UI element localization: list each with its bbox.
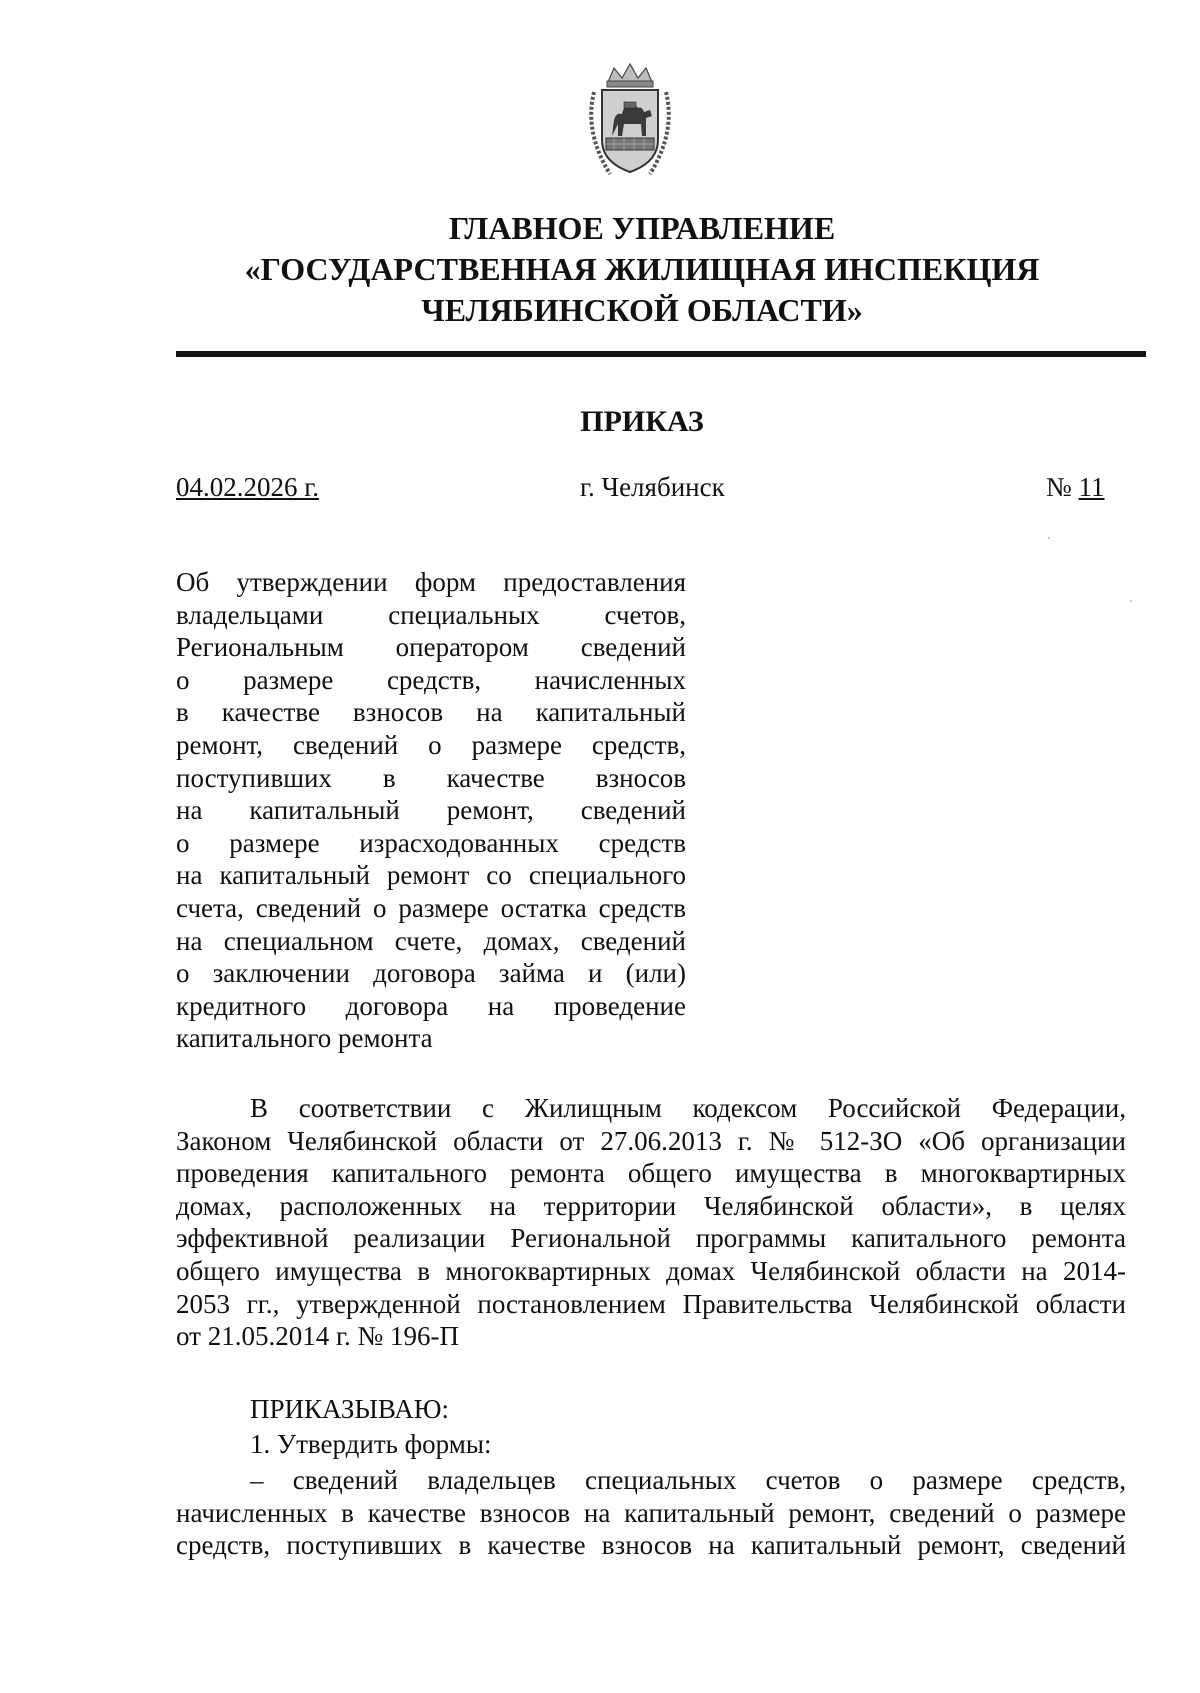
subject-line: Об утверждении форм предоставления — [176, 567, 686, 597]
document-date: 04.02.2026 г. — [176, 472, 320, 502]
item-line: средств, поступивших в качестве взносов на капитальный ремонт, сведений — [176, 1530, 1126, 1561]
preamble-line: общего имущества в многоквартирных домах Челябинской области на 2014- — [176, 1255, 1126, 1286]
header-divider — [176, 351, 1146, 357]
number-value: 11 — [1078, 472, 1105, 502]
document-type: ПРИКАЗ — [580, 405, 704, 438]
subject-line: о заключении договора займа и (или) — [176, 958, 686, 989]
subject-line: ремонт, сведений о размере средств, — [176, 729, 686, 760]
scan-speck — [1048, 537, 1050, 539]
preamble-line: от 21.05.2014 г. № 196-П — [176, 1321, 459, 1352]
order-item-1: 1. Утвердить формы: — [250, 1429, 492, 1459]
subject-line: на капитальный ремонт, сведений — [176, 795, 686, 826]
preamble-line: проведения капитального ремонта общего имущества в многоквартирных — [176, 1158, 1126, 1189]
subject-line: о размере средств, начисленных — [176, 664, 686, 695]
subject-line: Региональным оператором сведений — [176, 632, 686, 663]
organization-title — [160, 208, 1124, 331]
item-line: – сведений владельцев специальных счетов о размере средств, — [250, 1465, 1126, 1495]
org-line-1: ГЛАВНОЕ УПРАВЛЕНИЕ — [448, 210, 836, 246]
subject-line: о размере израсходованных средств — [176, 827, 686, 858]
preamble-line: 2053 гг., утвержденной постановлением Правительства Челябинской области — [176, 1288, 1126, 1319]
document-subject — [176, 566, 686, 1055]
subject-line: капитального ремонта — [176, 1023, 433, 1054]
scan-speck — [1130, 600, 1132, 602]
subject-line: поступивших в качестве взносов — [176, 762, 686, 793]
order-keyword: ПРИКАЗЫВАЮ: — [250, 1394, 449, 1424]
subject-line: владельцами специальных счетов, — [176, 599, 686, 630]
subject-line: в качестве взносов на капитальный — [176, 697, 686, 728]
item-line: начисленных в качестве взносов на капитальный ремонт, сведений о размере — [176, 1497, 1126, 1528]
preamble-line: эффективной реализации Региональной программы капитального ремонта — [176, 1223, 1126, 1254]
subject-line: счета, сведений о размере остатка средств — [176, 892, 686, 923]
preamble-line: домах, расположенных на территории Челябинской области», в целях — [176, 1190, 1126, 1221]
subject-line: кредитного договора на проведение — [176, 990, 686, 1021]
org-line-3: ЧЕЛЯБИНСКОЙ ОБЛАСТИ» — [421, 292, 863, 328]
document-number — [1046, 470, 1105, 504]
order-item-1-text — [176, 1464, 1126, 1562]
subject-line: на специальном счете, домах, сведений — [176, 925, 686, 956]
subject-line: на капитальный ремонт со специального — [176, 860, 686, 891]
preamble-paragraph — [176, 1092, 1126, 1353]
preamble-line: В соответствии с Жилищным кодексом Российской Федерации, — [250, 1093, 1126, 1123]
number-prefix: № — [1046, 472, 1072, 502]
document-city: г. Челябинск — [580, 472, 725, 502]
preamble-line: Законом Челябинской области от 27.06.2013 г. № 512-ЗО «Об организации — [176, 1125, 1126, 1156]
coat-of-arms-icon — [580, 62, 680, 182]
org-line-2: «ГОСУДАРСТВЕННАЯ ЖИЛИЩНАЯ ИНСПЕКЦИЯ — [244, 251, 1040, 287]
